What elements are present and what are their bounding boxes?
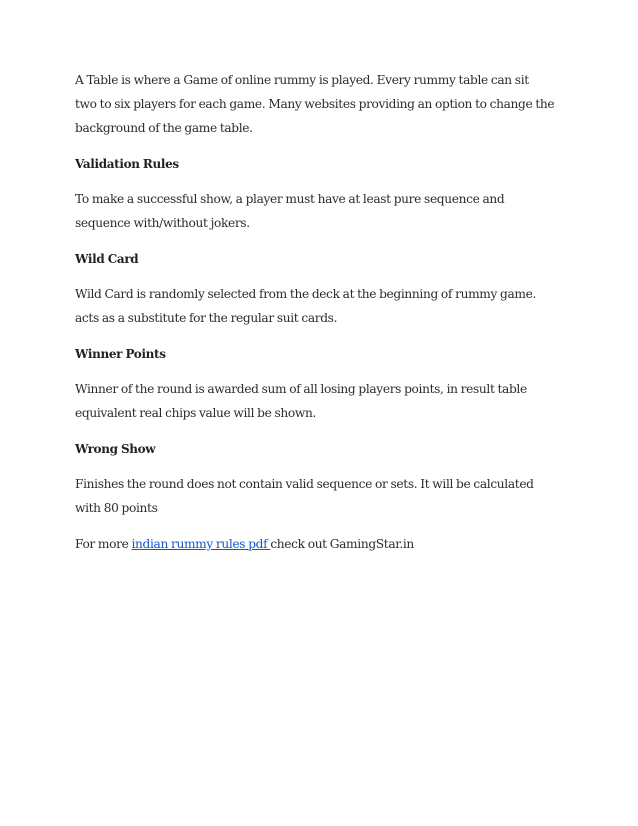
validation-rules-paragraph [75, 187, 575, 235]
intro-line-3: background of the game table. [75, 121, 253, 135]
footer-prefix: For more [75, 537, 132, 551]
footer-line [75, 532, 575, 556]
wrong-show-line-2: with 80 points [75, 501, 158, 515]
intro-line-1: A Table is where a Game of online rummy is played. Every rummy table can sit [75, 73, 529, 87]
winner-points-line-2: equivalent real chips value will be shown. [75, 406, 316, 420]
intro-line-2: two to six players for each game. Many websites providing an option to change the [75, 97, 555, 111]
intro-paragraph [75, 68, 575, 140]
wild-card-line-2: acts as a substitute for the regular suit cards. [75, 311, 338, 325]
footer-suffix: check out GamingStar.in [270, 537, 414, 551]
footer-paragraph [75, 532, 575, 556]
document-body [75, 68, 575, 568]
winner-points-paragraph [75, 377, 575, 425]
validation-line-1: To make a successful show, a player must have at least pure sequence and [75, 192, 505, 206]
wild-card-heading: Wild Card [75, 252, 139, 266]
wrong-show-paragraph [75, 472, 575, 520]
winner-points-heading: Winner Points [75, 347, 166, 361]
wrong-show-heading: Wrong Show [75, 442, 156, 456]
rummy-rules-pdf-link[interactable]: indian rummy rules pdf [131, 537, 271, 551]
winner-points-line-1: Winner of the round is awarded sum of all losing players points, in result table [75, 382, 527, 396]
wild-card-line-1: Wild Card is randomly selected from the deck at the beginning of rummy game. [75, 287, 537, 301]
wrong-show-line-1: Finishes the round does not contain valid sequence or sets. It will be calculated [75, 477, 534, 491]
validation-line-2: sequence with/without jokers. [75, 216, 250, 230]
wild-card-paragraph [75, 282, 575, 330]
validation-rules-heading: Validation Rules [75, 157, 179, 171]
